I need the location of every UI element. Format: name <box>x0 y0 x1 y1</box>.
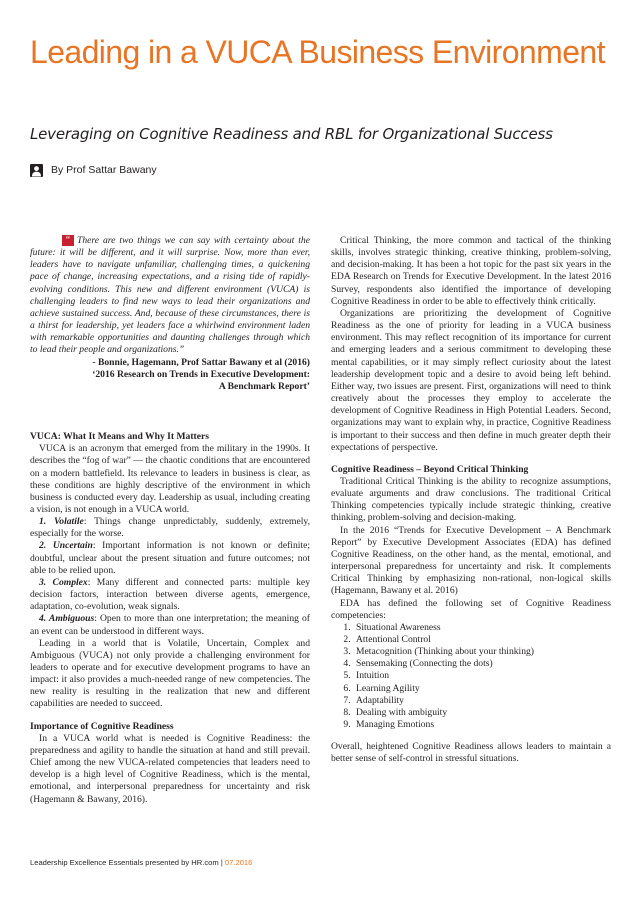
quote-source-line-2: A Benchmark Report’ <box>218 380 310 392</box>
list-item: 3. Metacognition (Thinking about your thinking) <box>353 646 611 658</box>
byline-author: By Prof Sattar Bawany <box>51 164 157 176</box>
vuca-term: 2. Uncertain <box>39 540 93 552</box>
competency-list <box>331 622 611 731</box>
quote-attribution: - Bonnie, Hagemann, Prof Sattar Bawany et al (2016) <box>92 356 310 368</box>
list-item: 8. Dealing with ambiguity <box>353 707 611 719</box>
byline <box>30 161 157 179</box>
section-heading-cognitive-readiness: Importance of Cognitive Readiness <box>30 720 174 732</box>
vuca-term: 3. Complex <box>39 576 88 588</box>
list-item: 7. Adaptability <box>353 695 611 707</box>
list-item: 5. Intuition <box>353 670 611 682</box>
vuca-item-volatile <box>30 516 310 540</box>
list-item: 9. Managing Emotions <box>353 719 611 731</box>
vuca-definition: : Many different and connected parts: multiple key decision factors, interaction between diverse agents, emergence, adaptation, co-evolution, weak signals. <box>30 576 310 613</box>
paragraph: In a VUCA world what is needed is Cognitive Readiness: the preparedness and agility to handle the situation at hand and still prevail. Chief among the new VUCA-related competencies that leaders need to develop is a high level of Cognitive Readiness, which is the mental, emotional, and interpersonal preparedness for uncertainty and risk (Hagemann & Bawany, 2016). <box>30 732 310 805</box>
section-heading-critical-thinking: Cognitive Readiness – Beyond Critical Thinking <box>331 463 529 475</box>
list-item: 1. Situational Awareness <box>353 622 611 634</box>
paragraph: Traditional Critical Thinking is the ability to recognize assumptions, evaluate arguments and draw conclusions. The traditional Critical Thinking competencies typically include strategic thinking, creative thinking, problem-solving and decision-making. <box>331 475 611 524</box>
footer-separator: | <box>220 858 223 867</box>
vuca-term: 4. Ambiguous <box>39 613 95 625</box>
list-item: 2. Attentional Control <box>353 634 611 646</box>
pull-quote-text: There are two things we can say with certainty about the future: it will be different, and it will surprise. Now, more than ever, leaders have to navigate unfamiliar, challenging times, a quickening pace of change, increasing expectations, and a rising tide of rapidly-evolving conditions. This new and different environment (VUCA) is challenging leaders to find new ways to lead their organizations and achieve sustained success. And, because of these circumstances, there is a thirst for leadership, yet leaders face a whirlwind environment laden with remarkable opportunities and daunting challenges through which to lead their people and organizations.” <box>30 235 310 356</box>
paragraph: Organizations are prioritizing the development of Cognitive Readiness as the one of priority for leading in a VUCA business environment. This may reflect recognition of its importance for current and emerging leaders and a serious commitment to developing these mental capabilities, or it may simply reflect curiosity about the latest leadership development topic and a desire to avoid being left behind. Either way, two issues are present. First, organizations will need to think creatively about the processes they employ to accelerate the development of Cognitive Readiness in High Potential Leaders. Second, organizations may want to explain why, in practice, Cognitive Readiness is important to their success and then define in much greater depth their expectations of perspective. <box>331 307 611 453</box>
paragraph: In the 2016 “Trends for Executive Development – A Benchmark Report” by Executive Development Associates (EDA) has defined Cognitive Readiness, on the other hand, as the mental, emotional, and interpersonal preparedness for uncertainty and risk. It complements Critical Thinking by emphasizing non-rational, non-logical skills (Hagemann, Bawany et al. 2016) <box>331 524 611 597</box>
vuca-item-ambiguous <box>30 613 310 637</box>
paragraph: Critical Thinking, the more common and tactical of the thinking skills, involves strategic thinking, creative thinking, problem-solving, and decision-making. It has been a hot topic for the past six years in the EDA Research on Trends for Executive Development. In the latest 2016 Survey, respondents also identified the importance of developing Cognitive Readiness in order to be able to effectively think critically. <box>331 235 611 307</box>
pull-quote <box>30 235 310 357</box>
page-footer <box>30 858 252 867</box>
vuca-item-uncertain <box>30 540 310 576</box>
paragraph: Overall, heightened Cognitive Readiness allows leaders to maintain a better sense of self-control in stressful situations. <box>331 741 611 765</box>
vuca-term: 1. Volatile <box>39 516 84 528</box>
vuca-definition: : Things change unpredictably, suddenly, extremely, especially for the worse. <box>30 516 310 540</box>
article-title: Leading in a VUCA Business Environment <box>30 34 605 70</box>
right-column <box>331 235 611 766</box>
footer-publication: Leadership Excellence Essentials presented by HR.com <box>30 858 219 867</box>
quote-source-line-1: ‘2016 Research on Trends in Executive Development: <box>92 368 310 380</box>
left-column <box>30 235 310 806</box>
paragraph: EDA has defined the following set of Cognitive Readiness competencies: <box>331 597 611 621</box>
quote-mark-icon: “ <box>62 235 74 246</box>
vuca-item-complex <box>30 577 310 613</box>
paragraph: Leading in a world that is Volatile, Uncertain, Complex and Ambiguous (VUCA) not only provide a challenging environment for leaders to operate and for executive development programs to have an impact: it also provides a much-needed range of new competencies. The new reality is resulting in the realization that new and different capabilities are needed to succeed. <box>30 637 310 710</box>
paragraph: VUCA is an acronym that emerged from the military in the 1990s. It describes the “fog of war” — the chaotic conditions that are encountered on a modern battlefield. Its relevance to leaders in business is clear, as these conditions are highly descriptive of the environment in which business is conducted every day. Leadership as usual, including creating a vision, is not enough in a VUCA world. <box>30 443 310 515</box>
vuca-definition: : Important information is not known or definite; doubtful, unclear about the present situation and future outcomes; not able to be relied upon. <box>30 540 311 576</box>
article-subtitle: Leveraging on Cognitive Readiness and RBL for Organizational Success <box>30 125 553 143</box>
vuca-definition: : Open to more than one interpretation; the meaning of an event can be understood in different ways. <box>30 613 311 637</box>
list-item: 4. Sensemaking (Connecting the dots) <box>353 658 611 670</box>
footer-date: 07.2016 <box>224 858 253 867</box>
list-item: 6. Learning Agility <box>353 683 611 695</box>
user-icon <box>30 164 43 177</box>
section-heading-vuca: VUCA: What It Means and Why It Matters <box>30 431 209 443</box>
